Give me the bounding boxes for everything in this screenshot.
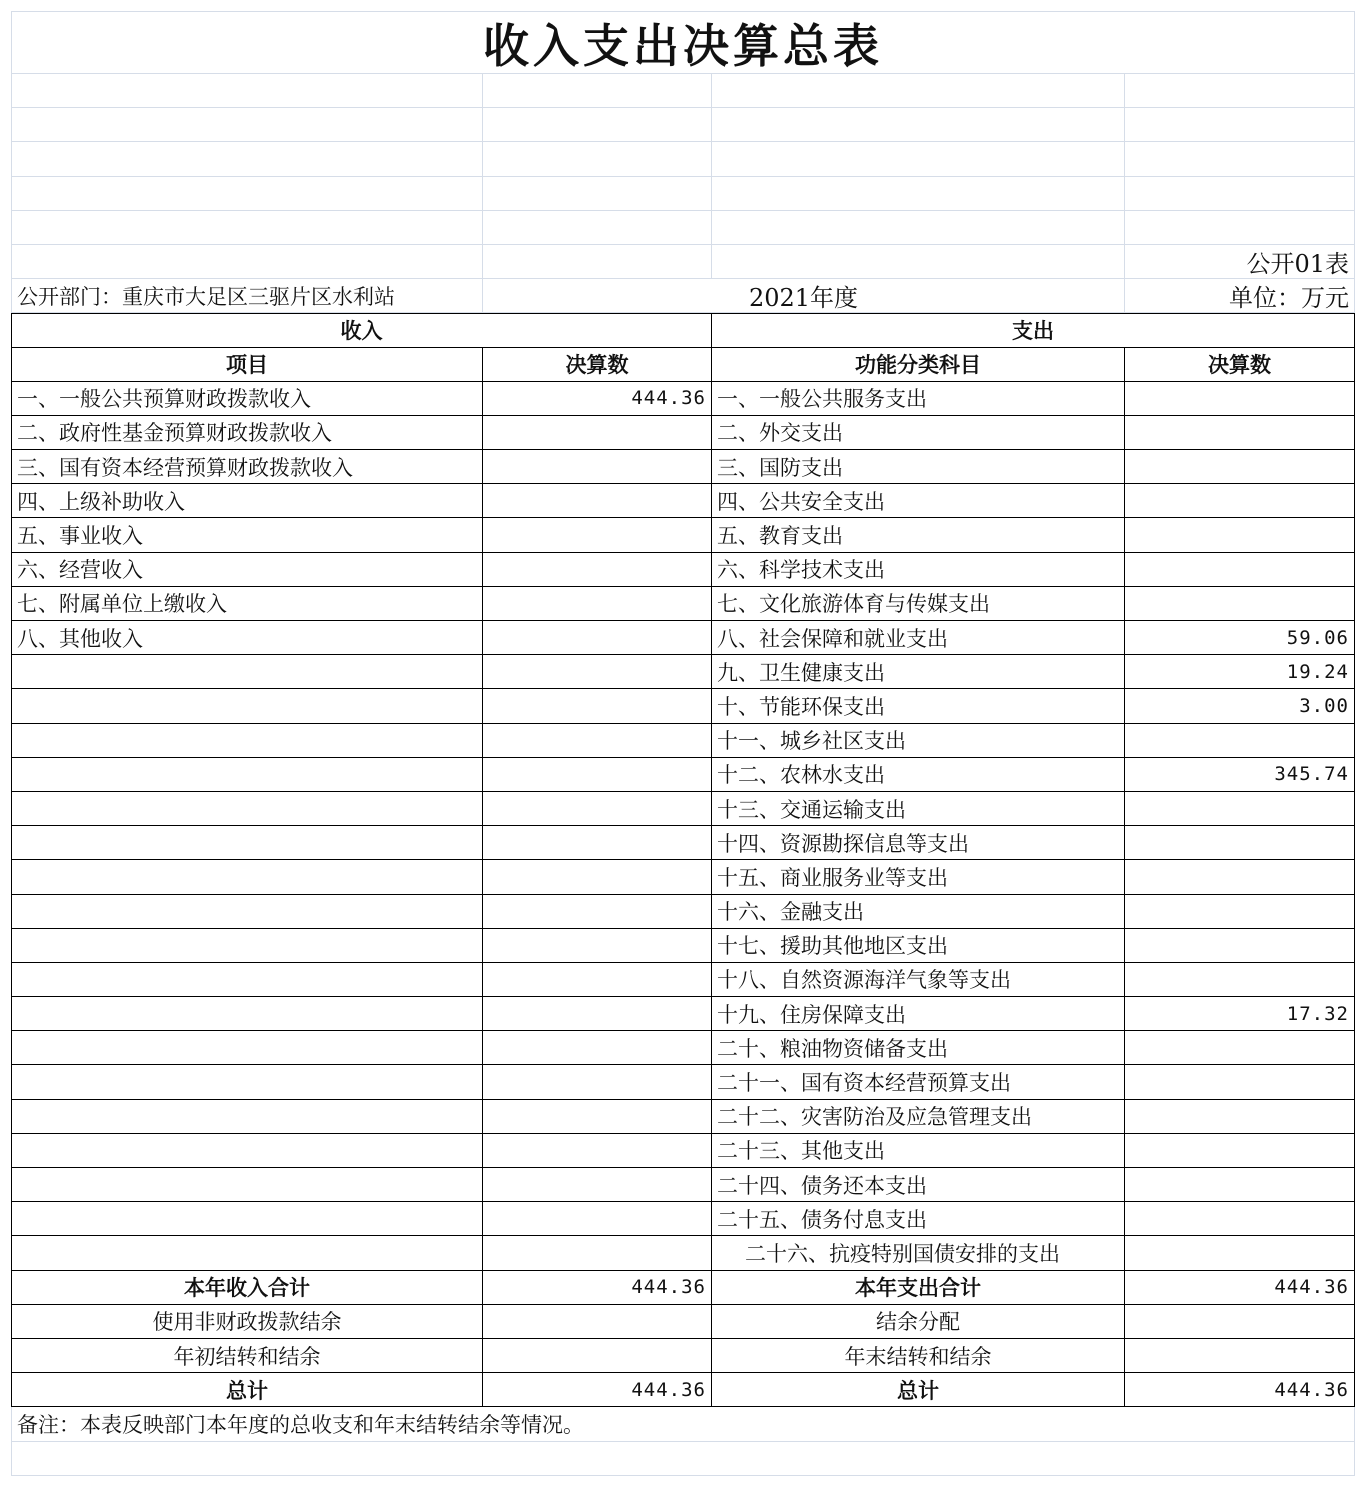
expense-item-cell[interactable]: 一、一般公共服务支出 (712, 382, 1125, 416)
summary-row (11, 1339, 1355, 1373)
expense-item-cell[interactable]: 九、卫生健康支出 (712, 655, 1125, 689)
table-row (11, 1100, 1355, 1134)
expense-value-cell[interactable]: 444.36 (1125, 1373, 1355, 1407)
expense-value-cell[interactable] (1125, 929, 1355, 963)
fiscal-year: 2021年度 (483, 279, 1125, 313)
expense-value-cell[interactable] (1125, 1305, 1355, 1339)
blank-row (11, 108, 1355, 142)
expense-group-header: 支出 (712, 314, 1355, 347)
table-row (11, 1236, 1355, 1270)
income-value-cell[interactable] (483, 1168, 712, 1202)
blank-row (11, 211, 1355, 245)
table-row (11, 382, 1355, 416)
table-summary (11, 1271, 1355, 1408)
income-value-cell[interactable] (483, 621, 712, 655)
income-item-cell[interactable] (11, 1236, 483, 1270)
income-value-cell[interactable] (483, 689, 712, 723)
note-row (11, 1407, 1355, 1441)
expense-value-cell[interactable] (1125, 724, 1355, 758)
table-row (11, 860, 1355, 894)
income-item-cell[interactable] (11, 1065, 483, 1099)
table-row (11, 587, 1355, 621)
unit-label: 单位：万元 (1125, 279, 1355, 313)
expense-item-cell[interactable]: 十六、金融支出 (712, 895, 1125, 929)
income-value-cell[interactable] (483, 587, 712, 621)
income-item-cell[interactable] (11, 929, 483, 963)
table-no-row (11, 245, 1355, 279)
summary-row (11, 1373, 1355, 1407)
income-value-cell[interactable] (483, 826, 712, 860)
table-row (11, 724, 1355, 758)
income-value-cell[interactable] (483, 1339, 712, 1373)
expense-value-cell[interactable]: 17.32 (1125, 997, 1355, 1031)
income-value-cell[interactable] (483, 1202, 712, 1236)
income-value-cell[interactable] (483, 860, 712, 894)
income-item-cell[interactable] (11, 655, 483, 689)
expense-value-cell[interactable] (1125, 1236, 1355, 1270)
expense-item-cell[interactable]: 二、外交支出 (712, 416, 1125, 450)
income-item-cell[interactable] (11, 826, 483, 860)
expense-value-cell[interactable] (1125, 860, 1355, 894)
report-title: 收入支出决算总表 (483, 18, 883, 73)
income-item-cell[interactable]: 四、上级补助收入 (11, 484, 483, 518)
table-row (11, 689, 1355, 723)
expense-item-cell[interactable]: 总计 (712, 1373, 1125, 1407)
report-sheet (11, 11, 1355, 1476)
expense-item-cell[interactable]: 二十三、其他支出 (712, 1134, 1125, 1168)
expense-value-cell[interactable] (1125, 1065, 1355, 1099)
income-item-cell[interactable]: 八、其他收入 (11, 621, 483, 655)
expense-value-cell[interactable] (1125, 1134, 1355, 1168)
income-value-cell[interactable] (483, 553, 712, 587)
income-item-cell[interactable]: 一、一般公共预算财政拨款收入 (11, 382, 483, 416)
col-header-expense-amount: 决算数 (1125, 348, 1355, 382)
expense-value-cell[interactable]: 59.06 (1125, 621, 1355, 655)
blank-row (11, 1442, 1355, 1476)
income-value-cell[interactable]: 444.36 (483, 1373, 712, 1407)
expense-value-cell[interactable] (1125, 1031, 1355, 1065)
expense-item-cell[interactable]: 年末结转和结余 (712, 1339, 1125, 1373)
table-row (11, 450, 1355, 484)
expense-value-cell[interactable] (1125, 792, 1355, 826)
income-value-cell[interactable] (483, 1031, 712, 1065)
expense-item-cell[interactable]: 十八、自然资源海洋气象等支出 (712, 963, 1125, 997)
table-row (11, 621, 1355, 655)
income-value-cell[interactable]: 444.36 (483, 1271, 712, 1305)
income-item-cell[interactable] (11, 689, 483, 723)
table-row (11, 484, 1355, 518)
expense-item-cell[interactable]: 二十一、国有资本经营预算支出 (712, 1065, 1125, 1099)
income-item-cell[interactable] (11, 1202, 483, 1236)
income-item-cell[interactable] (11, 1031, 483, 1065)
footnote: 备注：本表反映部门本年度的总收支和年末结转结余等情况。 (11, 1407, 1125, 1441)
income-value-cell[interactable] (483, 963, 712, 997)
income-item-cell[interactable]: 五、事业收入 (11, 518, 483, 552)
blank-row (11, 74, 1355, 108)
income-value-cell[interactable] (483, 895, 712, 929)
expense-value-cell[interactable] (1125, 1202, 1355, 1236)
expense-item-cell[interactable]: 十二、农林水支出 (712, 758, 1125, 792)
expense-item-cell[interactable]: 二十、粮油物资储备支出 (712, 1031, 1125, 1065)
expense-value-cell[interactable] (1125, 484, 1355, 518)
col-header-income-amount: 决算数 (483, 348, 712, 382)
expense-value-cell[interactable] (1125, 895, 1355, 929)
table-row (11, 895, 1355, 929)
income-value-cell[interactable] (483, 1134, 712, 1168)
expense-value-cell[interactable] (1125, 1100, 1355, 1134)
table-row (11, 1134, 1355, 1168)
expense-value-cell[interactable]: 345.74 (1125, 758, 1355, 792)
income-item-cell[interactable]: 二、政府性基金预算财政拨款收入 (11, 416, 483, 450)
income-item-cell[interactable]: 三、国有资本经营预算财政拨款收入 (11, 450, 483, 484)
blank-row (11, 142, 1355, 176)
income-item-cell[interactable] (11, 758, 483, 792)
income-item-cell[interactable]: 总计 (11, 1373, 483, 1407)
meta-row (11, 279, 1355, 313)
income-value-cell[interactable] (483, 997, 712, 1031)
summary-row (11, 1305, 1355, 1339)
table-row (11, 1031, 1355, 1065)
expense-value-cell[interactable] (1125, 553, 1355, 587)
expense-value-cell[interactable] (1125, 416, 1355, 450)
table-row (11, 997, 1355, 1031)
income-item-cell[interactable] (11, 792, 483, 826)
title-row (11, 11, 1355, 74)
expense-item-cell[interactable]: 十三、交通运输支出 (712, 792, 1125, 826)
income-value-cell[interactable] (483, 758, 712, 792)
income-value-cell[interactable] (483, 1065, 712, 1099)
expense-item-cell[interactable]: 本年支出合计 (712, 1271, 1125, 1305)
income-item-cell[interactable]: 七、附属单位上缴收入 (11, 587, 483, 621)
expense-item-cell[interactable]: 二十五、债务付息支出 (712, 1202, 1125, 1236)
income-value-cell[interactable] (483, 450, 712, 484)
table-row (11, 655, 1355, 689)
table-body (11, 382, 1355, 1271)
table-row (11, 416, 1355, 450)
expense-item-cell[interactable]: 六、科学技术支出 (712, 553, 1125, 587)
expense-item-cell[interactable]: 二十二、灾害防治及应急管理支出 (712, 1100, 1125, 1134)
table-row (11, 929, 1355, 963)
income-value-cell[interactable]: 444.36 (483, 382, 712, 416)
expense-value-cell[interactable] (1125, 587, 1355, 621)
expense-value-cell[interactable] (1125, 1339, 1355, 1373)
expense-item-cell[interactable]: 十七、援助其他地区支出 (712, 929, 1125, 963)
income-item-cell[interactable] (11, 724, 483, 758)
income-item-cell[interactable] (11, 860, 483, 894)
table-row (11, 1202, 1355, 1236)
expense-item-cell[interactable]: 十五、商业服务业等支出 (712, 860, 1125, 894)
income-group-header: 收入 (11, 314, 712, 347)
expense-item-cell[interactable]: 结余分配 (712, 1305, 1125, 1339)
expense-item-cell[interactable]: 三、国防支出 (712, 450, 1125, 484)
table-row (11, 758, 1355, 792)
income-value-cell[interactable] (483, 1236, 712, 1270)
income-value-cell[interactable] (483, 1100, 712, 1134)
expense-item-cell[interactable]: 十九、住房保障支出 (712, 997, 1125, 1031)
expense-value-cell[interactable] (1125, 450, 1355, 484)
table-row (11, 826, 1355, 860)
income-value-cell[interactable] (483, 724, 712, 758)
expense-item-cell[interactable]: 十四、资源勘探信息等支出 (712, 826, 1125, 860)
income-value-cell[interactable] (483, 416, 712, 450)
department-label: 公开部门：重庆市大足区三驱片区水利站 (11, 279, 483, 313)
table-row (11, 1065, 1355, 1099)
income-item-cell[interactable] (11, 963, 483, 997)
expense-item-cell[interactable]: 七、文化旅游体育与传媒支出 (712, 587, 1125, 621)
expense-item-cell[interactable]: 十一、城乡社区支出 (712, 724, 1125, 758)
expense-value-cell[interactable]: 444.36 (1125, 1271, 1355, 1305)
income-item-cell[interactable]: 六、经营收入 (11, 553, 483, 587)
expense-item-cell[interactable]: 二十六、抗疫特别国债安排的支出 (712, 1236, 1125, 1270)
income-item-cell[interactable] (11, 1100, 483, 1134)
expense-value-cell[interactable]: 3.00 (1125, 689, 1355, 723)
blank-row (11, 177, 1355, 211)
income-item-cell[interactable]: 使用非财政拨款结余 (11, 1305, 483, 1339)
income-value-cell[interactable] (483, 484, 712, 518)
expense-value-cell[interactable] (1125, 518, 1355, 552)
group-header-row (11, 313, 1355, 347)
expense-value-cell[interactable] (1125, 963, 1355, 997)
expense-value-cell[interactable] (1125, 1168, 1355, 1202)
table-row (11, 963, 1355, 997)
expense-value-cell[interactable]: 19.24 (1125, 655, 1355, 689)
income-value-cell[interactable] (483, 655, 712, 689)
summary-row (11, 1271, 1355, 1305)
expense-value-cell[interactable] (1125, 382, 1355, 416)
table-row (11, 553, 1355, 587)
expense-item-cell[interactable]: 十、节能环保支出 (712, 689, 1125, 723)
col-header-item: 项目 (11, 348, 483, 382)
income-item-cell[interactable]: 本年收入合计 (11, 1271, 483, 1305)
expense-item-cell[interactable]: 四、公共安全支出 (712, 484, 1125, 518)
column-header-row (11, 348, 1355, 382)
expense-value-cell[interactable] (1125, 826, 1355, 860)
income-value-cell[interactable] (483, 792, 712, 826)
col-header-category: 功能分类科目 (712, 348, 1125, 382)
table-row (11, 1168, 1355, 1202)
table-number: 公开01表 (1125, 245, 1355, 279)
income-value-cell[interactable] (483, 518, 712, 552)
expense-item-cell[interactable]: 五、教育支出 (712, 518, 1125, 552)
income-value-cell[interactable] (483, 1305, 712, 1339)
income-item-cell[interactable]: 年初结转和结余 (11, 1339, 483, 1373)
income-item-cell[interactable] (11, 1134, 483, 1168)
income-item-cell[interactable] (11, 997, 483, 1031)
table-row (11, 518, 1355, 552)
income-value-cell[interactable] (483, 929, 712, 963)
expense-item-cell[interactable]: 二十四、债务还本支出 (712, 1168, 1125, 1202)
income-item-cell[interactable] (11, 895, 483, 929)
income-item-cell[interactable] (11, 1168, 483, 1202)
table-row (11, 792, 1355, 826)
expense-item-cell[interactable]: 八、社会保障和就业支出 (712, 621, 1125, 655)
